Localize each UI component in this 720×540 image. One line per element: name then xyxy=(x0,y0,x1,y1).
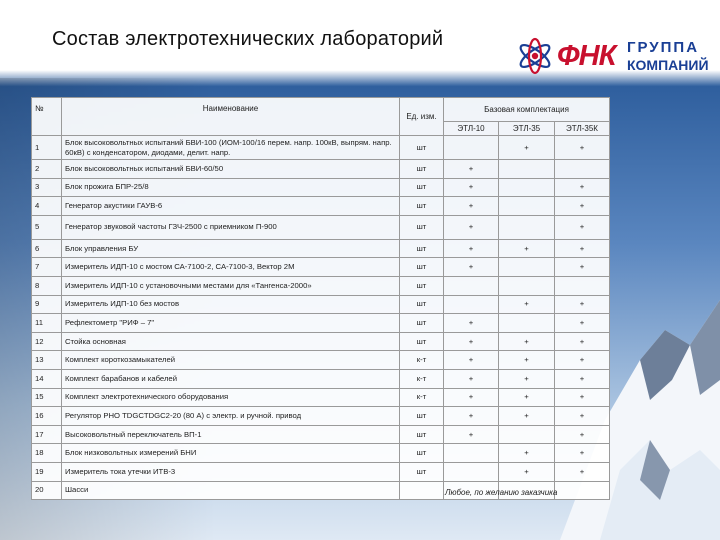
row-etl35: + xyxy=(499,239,555,258)
row-number: 17 xyxy=(32,425,62,444)
col-header-etl35k: ЭТЛ-35К xyxy=(555,122,610,136)
col-header-etl10: ЭТЛ-10 xyxy=(444,122,499,136)
row-etl35: + xyxy=(499,369,555,388)
atom-logo-icon xyxy=(515,36,555,76)
row-name: Рефлектометр "РИФ – 7" xyxy=(62,314,400,333)
table-row xyxy=(32,462,610,481)
row-etl35: + xyxy=(499,136,555,160)
row-etl35k: + xyxy=(555,239,610,258)
logo-mark: ФНК xyxy=(557,40,616,72)
row-name: Блок высоковольтных испытаний БВИ-60/50 xyxy=(62,160,400,179)
row-name: Измеритель ИДП-10 с мостом СА-7100-2, СА-7100-3, Вектор 2М xyxy=(62,258,400,277)
row-number: 4 xyxy=(32,197,62,216)
row-name: Измеритель тока утечки ИТВ-3 xyxy=(62,462,400,481)
row-etl10: + xyxy=(444,314,499,333)
col-header-basic-kit: Базовая комплектация xyxy=(444,98,610,122)
row-etl10: + xyxy=(444,215,499,239)
row-etl35 xyxy=(499,425,555,444)
row-unit: шт xyxy=(400,295,444,314)
row-etl35k: + xyxy=(555,444,610,463)
row-etl10 xyxy=(444,136,499,160)
row-etl35k xyxy=(555,481,610,500)
row-etl10: + xyxy=(444,388,499,407)
row-name: Блок низковольтных измерений БНИ xyxy=(62,444,400,463)
row-etl10: + xyxy=(444,425,499,444)
row-etl10: + xyxy=(444,239,499,258)
row-etl35k: + xyxy=(555,462,610,481)
row-etl35k: + xyxy=(555,351,610,370)
row-unit: шт xyxy=(400,462,444,481)
row-number: 15 xyxy=(32,388,62,407)
row-name: Блок управления БУ xyxy=(62,239,400,258)
table-row xyxy=(32,369,610,388)
table-row xyxy=(32,332,610,351)
row-etl10 xyxy=(444,276,499,295)
row-etl35k: + xyxy=(555,425,610,444)
row-unit: шт xyxy=(400,215,444,239)
page-title: Состав электротехнических лабораторий xyxy=(52,28,444,50)
row-etl35k xyxy=(555,160,610,179)
table-row xyxy=(32,425,610,444)
logo-line-2: КОМПАНИЙ xyxy=(627,57,709,73)
table-row xyxy=(32,444,610,463)
company-logo xyxy=(515,36,709,78)
row-unit xyxy=(400,481,444,500)
row-etl35 xyxy=(499,258,555,277)
row-unit: к-т xyxy=(400,369,444,388)
row-unit: к-т xyxy=(400,388,444,407)
row-unit: шт xyxy=(400,314,444,333)
row-etl10 xyxy=(444,295,499,314)
chassis-note: Любое, по желанию заказчика xyxy=(445,488,558,497)
row-number: 13 xyxy=(32,351,62,370)
row-number: 20 xyxy=(32,481,62,500)
table-row xyxy=(32,407,610,426)
row-name: Регулятор РНО TDGCTDGC2-20 (80 А) с электр. и ручной. привод xyxy=(62,407,400,426)
row-number: 1 xyxy=(32,136,62,160)
row-etl10: + xyxy=(444,178,499,197)
row-number: 7 xyxy=(32,258,62,277)
row-etl35: + xyxy=(499,444,555,463)
row-etl10: + xyxy=(444,351,499,370)
row-name: Комплект барабанов и кабелей xyxy=(62,369,400,388)
row-name: Измеритель ИДП-10 без мостов xyxy=(62,295,400,314)
table-row xyxy=(32,239,610,258)
row-etl35k: + xyxy=(555,258,610,277)
row-etl10 xyxy=(444,444,499,463)
row-etl35k: + xyxy=(555,314,610,333)
row-etl35k: + xyxy=(555,178,610,197)
laboratory-composition-table xyxy=(31,97,610,500)
row-etl35k xyxy=(555,276,610,295)
row-unit: к-т xyxy=(400,351,444,370)
row-etl35k: + xyxy=(555,197,610,216)
table-row xyxy=(32,314,610,333)
table-row xyxy=(32,160,610,179)
row-name: Комплект короткозамыкателей xyxy=(62,351,400,370)
row-name: Шасси xyxy=(62,481,400,500)
row-etl35 xyxy=(499,215,555,239)
row-name: Генератор акустики ГАУВ-6 xyxy=(62,197,400,216)
row-etl35 xyxy=(499,160,555,179)
row-etl10 xyxy=(444,462,499,481)
row-etl10: + xyxy=(444,258,499,277)
row-unit: шт xyxy=(400,425,444,444)
row-name: Блок высоковольтных испытаний БВИ-100 (ИОМ-100/16 перем. напр. 100кВ, выпрям. напр. 60кВ) с конденсатором, диодами, делит. напр. xyxy=(62,136,400,160)
row-unit: шт xyxy=(400,407,444,426)
row-number: 19 xyxy=(32,462,62,481)
row-number: 6 xyxy=(32,239,62,258)
row-name: Генератор звуковой частоты ГЗЧ-2500 с приемником П-900 xyxy=(62,215,400,239)
table-row xyxy=(32,351,610,370)
row-etl35 xyxy=(499,178,555,197)
row-etl35: + xyxy=(499,407,555,426)
row-etl35 xyxy=(499,276,555,295)
row-unit: шт xyxy=(400,239,444,258)
row-unit: шт xyxy=(400,276,444,295)
row-name: Комплект электротехнического оборудования xyxy=(62,388,400,407)
row-etl35: + xyxy=(499,462,555,481)
row-etl10: + xyxy=(444,369,499,388)
row-etl35k: + xyxy=(555,136,610,160)
row-etl10: + xyxy=(444,160,499,179)
row-unit: шт xyxy=(400,178,444,197)
row-number: 14 xyxy=(32,369,62,388)
row-etl35k: + xyxy=(555,295,610,314)
table-row xyxy=(32,197,610,216)
table-row xyxy=(32,276,610,295)
row-number: 5 xyxy=(32,215,62,239)
row-unit: шт xyxy=(400,332,444,351)
row-etl35: + xyxy=(499,332,555,351)
row-etl35 xyxy=(499,197,555,216)
row-etl10: + xyxy=(444,197,499,216)
row-number: 8 xyxy=(32,276,62,295)
col-header-num: № xyxy=(32,98,62,136)
row-unit: шт xyxy=(400,258,444,277)
table-row xyxy=(32,258,610,277)
col-header-etl35: ЭТЛ-35 xyxy=(499,122,555,136)
table-row xyxy=(32,178,610,197)
row-etl35k: + xyxy=(555,332,610,351)
col-header-name: Наименование xyxy=(62,98,400,136)
row-etl35k: + xyxy=(555,215,610,239)
row-unit: шт xyxy=(400,444,444,463)
row-unit: шт xyxy=(400,136,444,160)
row-unit: шт xyxy=(400,160,444,179)
table-row xyxy=(32,136,610,160)
row-etl35k: + xyxy=(555,407,610,426)
row-etl35 xyxy=(499,314,555,333)
row-etl35: + xyxy=(499,388,555,407)
row-name: Стойка основная xyxy=(62,332,400,351)
row-number: 9 xyxy=(32,295,62,314)
row-number: 2 xyxy=(32,160,62,179)
table-row xyxy=(32,295,610,314)
row-number: 3 xyxy=(32,178,62,197)
col-header-unit: Ед. изм. xyxy=(400,98,444,136)
row-number: 16 xyxy=(32,407,62,426)
row-etl10: + xyxy=(444,407,499,426)
table-row xyxy=(32,388,610,407)
row-number: 12 xyxy=(32,332,62,351)
row-name: Измеритель ИДП-10 с установочными местами для «Тангенса-2000» xyxy=(62,276,400,295)
row-number: 11 xyxy=(32,314,62,333)
row-name: Блок прожига БПР-25/8 xyxy=(62,178,400,197)
row-etl35k: + xyxy=(555,388,610,407)
row-etl35: + xyxy=(499,351,555,370)
row-number: 18 xyxy=(32,444,62,463)
row-etl10: + xyxy=(444,332,499,351)
row-etl35k: + xyxy=(555,369,610,388)
row-etl35: + xyxy=(499,295,555,314)
row-unit: шт xyxy=(400,197,444,216)
row-name: Высоковольтный переключатель ВП-1 xyxy=(62,425,400,444)
table-row xyxy=(32,215,610,239)
logo-line-1: ГРУППА xyxy=(627,39,700,56)
